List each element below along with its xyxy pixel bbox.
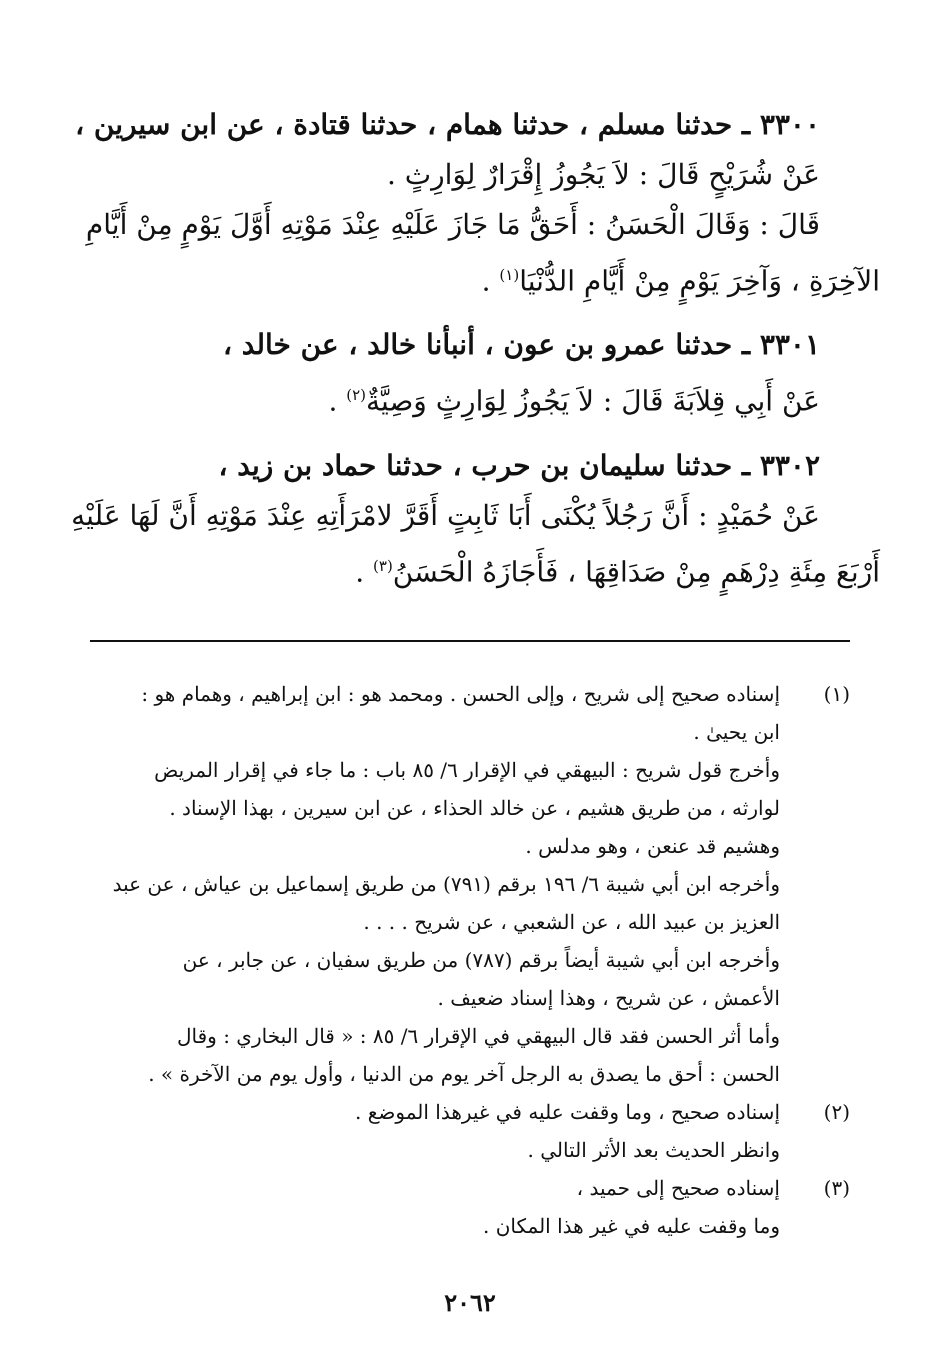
hadith-text-line: عَنْ شُرَيْحٍ قَالَ : لاَ يَجُوزُ إِقْرَارٌ لِوَارِثٍ . (387, 158, 820, 191)
footnote-3 (70, 1169, 850, 1245)
footnote-line: وأخرج قول شريح : البيهقي في الإقرار ٦/ ٨٥ باب : ما جاء في إقرار المريض (154, 758, 780, 782)
hadith-text-line: عَنْ حُمَيْدٍ : أَنَّ رَجُلاً يُكْنَى أَبَا ثَابِتٍ أَقَرَّ لامْرَأَتِهِ عِنْدَ مَوْتِهِ أَنَّ لَهَا عَلَيْهِ (71, 498, 820, 532)
footnote-line: إسناده صحيح إلى حميد ، (576, 1176, 780, 1200)
footnote-mark: (٣) (823, 1176, 850, 1200)
hadith-number: ٣٣٠١ (759, 328, 820, 362)
hadith-3302 (60, 441, 880, 597)
footnote-line: ابن يحيىٰ . (693, 720, 780, 744)
footnotes (70, 675, 850, 1245)
footnote-line: وانظر الحديث بعد الأثر التالي . (527, 1138, 780, 1162)
hadith-3301 (60, 320, 880, 426)
footnote-line: إسناده صحيح إلى شريح ، وإلى الحسن . ومحمد هو : ابن إبراهيم ، وهمام هو : (141, 682, 780, 706)
hadith-chain: ٣٣٠٠ ـ حدثنا مسلم ، حدثنا همام ، حدثنا قتادة ، عن ابن سيرين ، (75, 108, 820, 141)
hadith-chain: ٣٣٠١ ـ حدثنا عمرو بن عون ، أنبأنا خالد ، عن خالد ، (223, 328, 820, 362)
hadith-text-line: أَرْبَعَ مِئَةِ دِرْهَمٍ مِنْ صَدَاقِهَا ، فَأَجَازَهُ الْحَسَنُ$^{(٣)}$ . (355, 554, 880, 588)
hadith-isnad: حدثنا عمرو بن عون ، أنبأنا خالد ، عن خالد ، (223, 328, 733, 362)
footnote-mark: (٢) (823, 1100, 850, 1124)
footnote-ref[interactable]: (١) (499, 266, 520, 284)
footnote-line: وأما أثر الحسن فقد قال البيهقي في الإقرار ٦/ ٨٥ : « قال البخاري : وقال (177, 1024, 780, 1048)
footnote-ref[interactable]: (٣) (373, 556, 393, 575)
hadith-number: ٣٣٠٠ (759, 108, 820, 141)
footnote-line: وأخرجه ابن أبي شيبة ٦/ ١٩٦ برقم (٧٩١) من طريق إسماعيل بن عياش ، عن عبد (112, 872, 780, 896)
footnote-mark: (١) (823, 682, 850, 706)
footnote-line: إسناده صحيح ، وما وقفت عليه في غيرهذا الموضع . (355, 1100, 780, 1124)
page-number: ٢٠٦٢ (444, 1288, 496, 1317)
main-text (60, 100, 880, 611)
footnote-line: الحسن : أحق ما يصدق به الرجل آخر يوم من الدنيا ، وأول يوم من الآخرة » . (148, 1062, 780, 1086)
hadith-number: ٣٣٠٢ (759, 448, 820, 482)
footnote-1 (70, 675, 850, 1093)
footnote-line: لوارثه ، من طريق هشيم ، عن خالد الحذاء ، عن ابن سيرين ، بهذا الإسناد . (169, 796, 780, 820)
footnote-line: وما وقفت عليه في غير هذا المكان . (482, 1214, 780, 1238)
footnote-ref[interactable]: (٢) (346, 386, 367, 405)
hadith-text-line: عَنْ أَبِي قِلاَبَةَ قَالَ : لاَ يَجُوزُ لِوَارِثٍ وَصِيَّةٌ$^{(٢)}$ . (328, 384, 820, 418)
hadith-text-line: الآخِرَةِ ، وَآخِرَ يَوْمٍ مِنْ أَيَّامِ الدُّنْيَا$^{(١)}$ . (481, 264, 880, 298)
hadith-chain: ٣٣٠٢ ـ حدثنا سليمان بن حرب ، حدثنا حماد بن زيد ، (218, 448, 820, 482)
footnote-line: الأعمش ، عن شريح ، وهذا إسناد ضعيف . (437, 986, 780, 1010)
footnote-line: وهشيم قد عنعن ، وهو مدلس . (525, 834, 780, 858)
footnote-2 (70, 1093, 850, 1169)
footnote-divider (90, 640, 850, 642)
hadith-isnad: حدثنا مسلم ، حدثنا همام ، حدثنا قتادة ، عن ابن سيرين ، (75, 108, 733, 141)
hadith-3300 (60, 100, 880, 306)
footnote-line: وأخرجه ابن أبي شيبة أيضاً برقم (٧٨٧) من طريق سفيان ، عن جابر ، عن (182, 948, 780, 972)
footnote-line: العزيز بن عبيد الله ، عن الشعبي ، عن شريح . . . . (363, 910, 780, 934)
hadith-isnad: حدثنا سليمان بن حرب ، حدثنا حماد بن زيد ، (218, 448, 733, 482)
hadith-text-line: قَالَ : وَقَالَ الْحَسَنُ : أَحَقُّ مَا جَازَ عَلَيْهِ عِنْدَ مَوْتِهِ أَوَّلَ يَوْمٍ مِنْ أَيَّامِ (85, 208, 820, 241)
